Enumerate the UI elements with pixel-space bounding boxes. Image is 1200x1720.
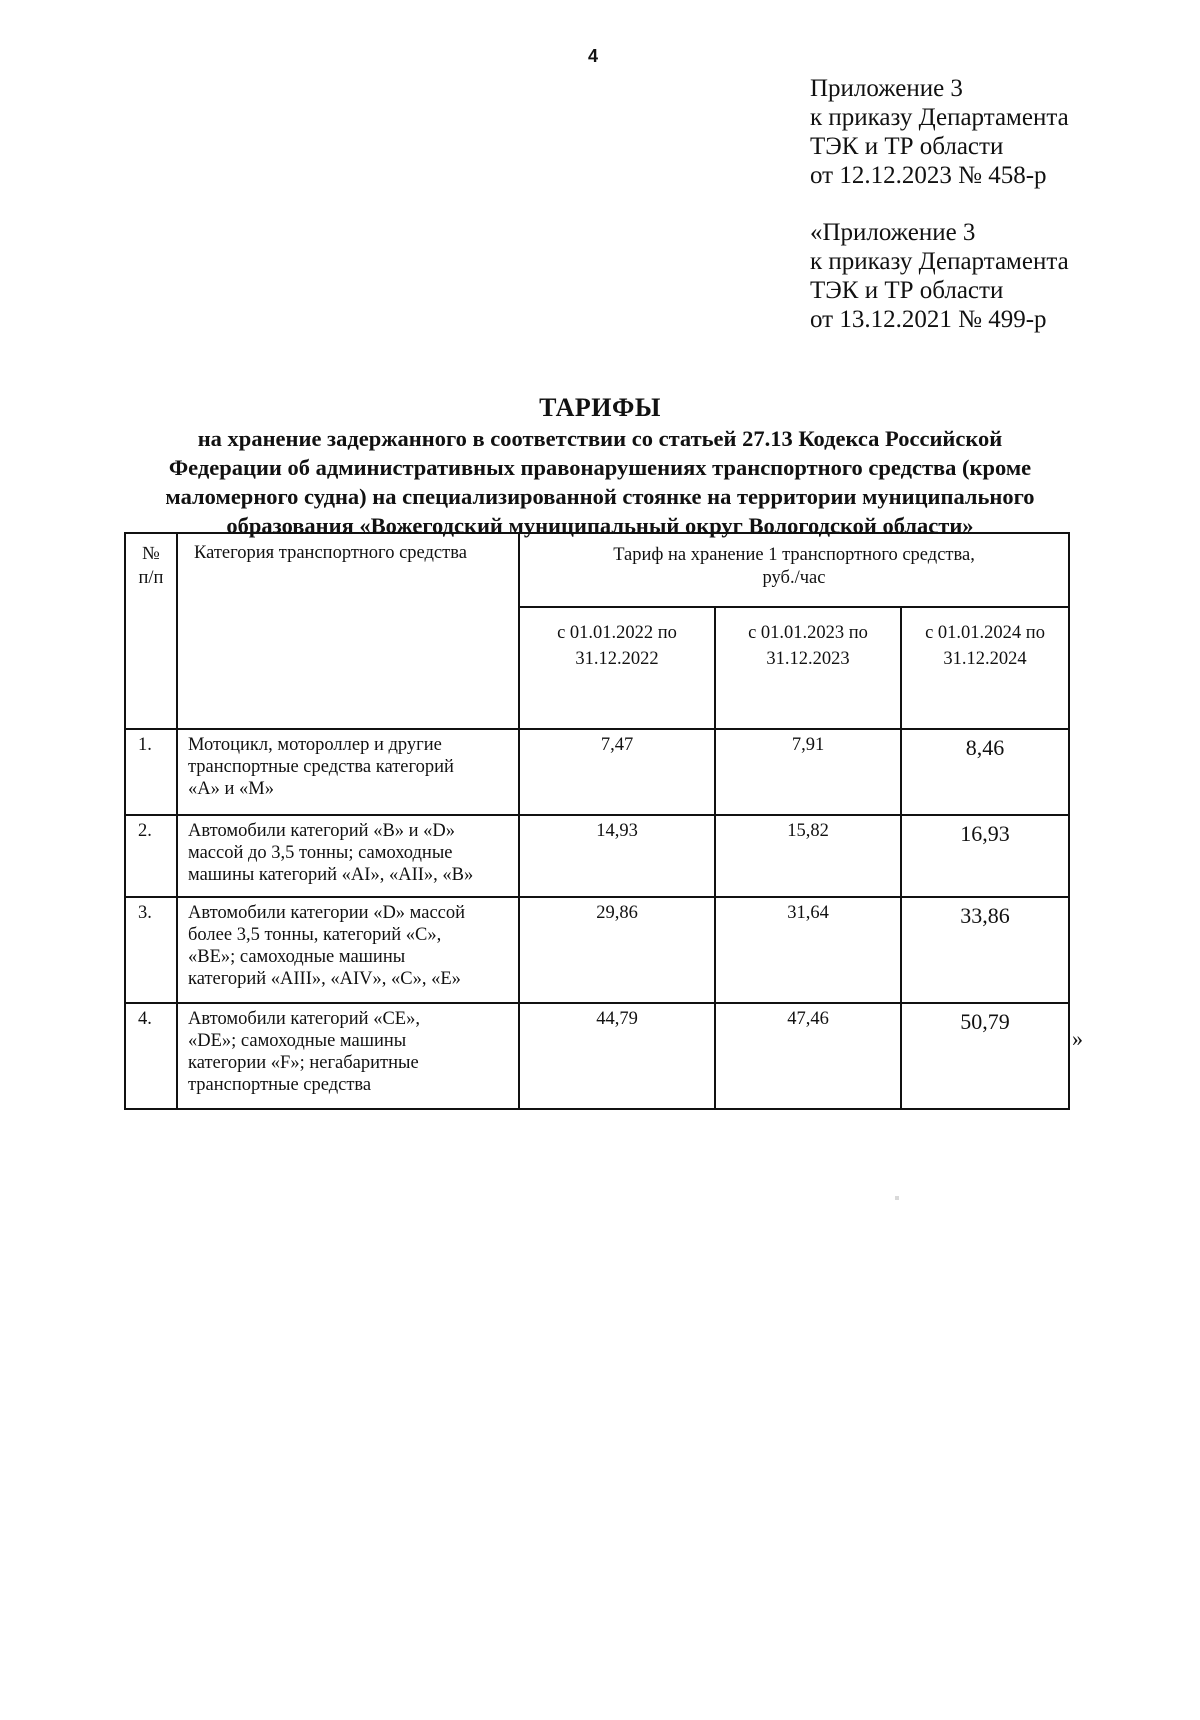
page-number: 4 (588, 46, 599, 66)
tariff-2024: 16,93 (901, 815, 1069, 897)
row-category (177, 897, 519, 1003)
category-line: Автомобили категорий «СЕ», (188, 1009, 420, 1029)
scan-speck (895, 1196, 899, 1200)
tariff-2022: 14,93 (519, 815, 715, 897)
category-line: более 3,5 тонны, категорий «С», (188, 925, 442, 945)
table-row (125, 897, 1069, 1003)
tariff-table (124, 532, 1070, 1110)
title-line: на хранение задержанного в соответствии со статьей 27.13 Кодекса Российской (197, 426, 1003, 451)
header-period-2023 (715, 607, 901, 729)
annex-current (810, 74, 1069, 190)
annex-current-line: Приложение 3 (810, 75, 963, 102)
header-period-2024 (901, 607, 1069, 729)
tariff-2023: 47,46 (715, 1003, 901, 1109)
row-category (177, 729, 519, 815)
period-from: с 01.01.2022 по (557, 623, 677, 643)
period-to: 31.12.2022 (575, 649, 659, 669)
header-category: Категория транспортного средства (177, 533, 519, 729)
header-period-2022 (519, 607, 715, 729)
header-num-line: п/п (138, 568, 164, 588)
header-tariff-line: Тариф на хранение 1 транспортного средства, (613, 545, 975, 565)
annex-current-line: к приказу Департамента (810, 104, 1069, 131)
tariff-2022: 7,47 (519, 729, 715, 815)
row-category (177, 815, 519, 897)
table-row (125, 729, 1069, 815)
category-line: Мотоцикл, мотороллер и другие (188, 735, 442, 755)
annex-previous-line: к приказу Департамента (810, 248, 1069, 275)
title-line: Федерации об административных правонарушениях транспортного средства (кроме (168, 455, 1032, 480)
title-line: маломерного судна) на специализированной стоянке на территории муниципального (165, 484, 1035, 509)
header-tariff-line: руб./час (762, 568, 826, 588)
title-main: ТАРИФЫ (539, 393, 661, 422)
table-row (125, 815, 1069, 897)
closing-quote: » (1072, 1026, 1083, 1051)
category-line: транспортные средства (188, 1075, 372, 1095)
tariff-2024: 50,79 (901, 1003, 1069, 1109)
title-line: образования «Вожегодский муниципальный округ Вологодской области» (226, 513, 974, 538)
category-line: Автомобили категорий «В» и «D» (188, 821, 456, 841)
annex-previous-line: «Приложение 3 (810, 219, 976, 246)
tariff-2024: 33,86 (901, 897, 1069, 1003)
annex-current-line: от 12.12.2023 № 458-р (810, 162, 1047, 189)
tariff-2023: 15,82 (715, 815, 901, 897)
period-to: 31.12.2023 (766, 649, 850, 669)
category-line: категории «F»; негабаритные (188, 1053, 419, 1073)
header-tariff (519, 533, 1069, 607)
document-title (110, 392, 1090, 540)
period-from: с 01.01.2024 по (925, 623, 1045, 643)
category-line: «ВЕ»; самоходные машины (188, 947, 406, 967)
category-line: «DE»; самоходные машины (188, 1031, 407, 1051)
table-header-row (125, 533, 1069, 607)
category-line: Автомобили категории «D» массой (188, 903, 466, 923)
annex-previous-line: от 13.12.2021 № 499-р (810, 306, 1047, 333)
tariff-2023: 7,91 (715, 729, 901, 815)
tariff-2023: 31,64 (715, 897, 901, 1003)
category-line: транспортные средства категорий (188, 757, 454, 777)
row-category (177, 1003, 519, 1109)
tariff-2022: 29,86 (519, 897, 715, 1003)
row-num: 2. (125, 815, 177, 897)
tariff-2024: 8,46 (901, 729, 1069, 815)
tariff-2022: 44,79 (519, 1003, 715, 1109)
table-row (125, 1003, 1069, 1109)
annex-previous-line: ТЭК и ТР области (810, 277, 1004, 304)
category-line: категорий «AIII», «AIV», «С», «Е» (188, 969, 461, 989)
category-line: «А» и «М» (188, 779, 274, 799)
period-to: 31.12.2024 (943, 649, 1027, 669)
row-num: 1. (125, 729, 177, 815)
row-num: 4. (125, 1003, 177, 1109)
period-from: с 01.01.2023 по (748, 623, 868, 643)
annex-current-line: ТЭК и ТР области (810, 133, 1004, 160)
header-num (125, 533, 177, 729)
annex-previous (810, 218, 1069, 334)
category-line: массой до 3,5 тонны; самоходные (188, 843, 453, 863)
header-num-line: № (142, 544, 160, 564)
category-line: машины категорий «AI», «AII», «В» (188, 865, 474, 885)
row-num: 3. (125, 897, 177, 1003)
